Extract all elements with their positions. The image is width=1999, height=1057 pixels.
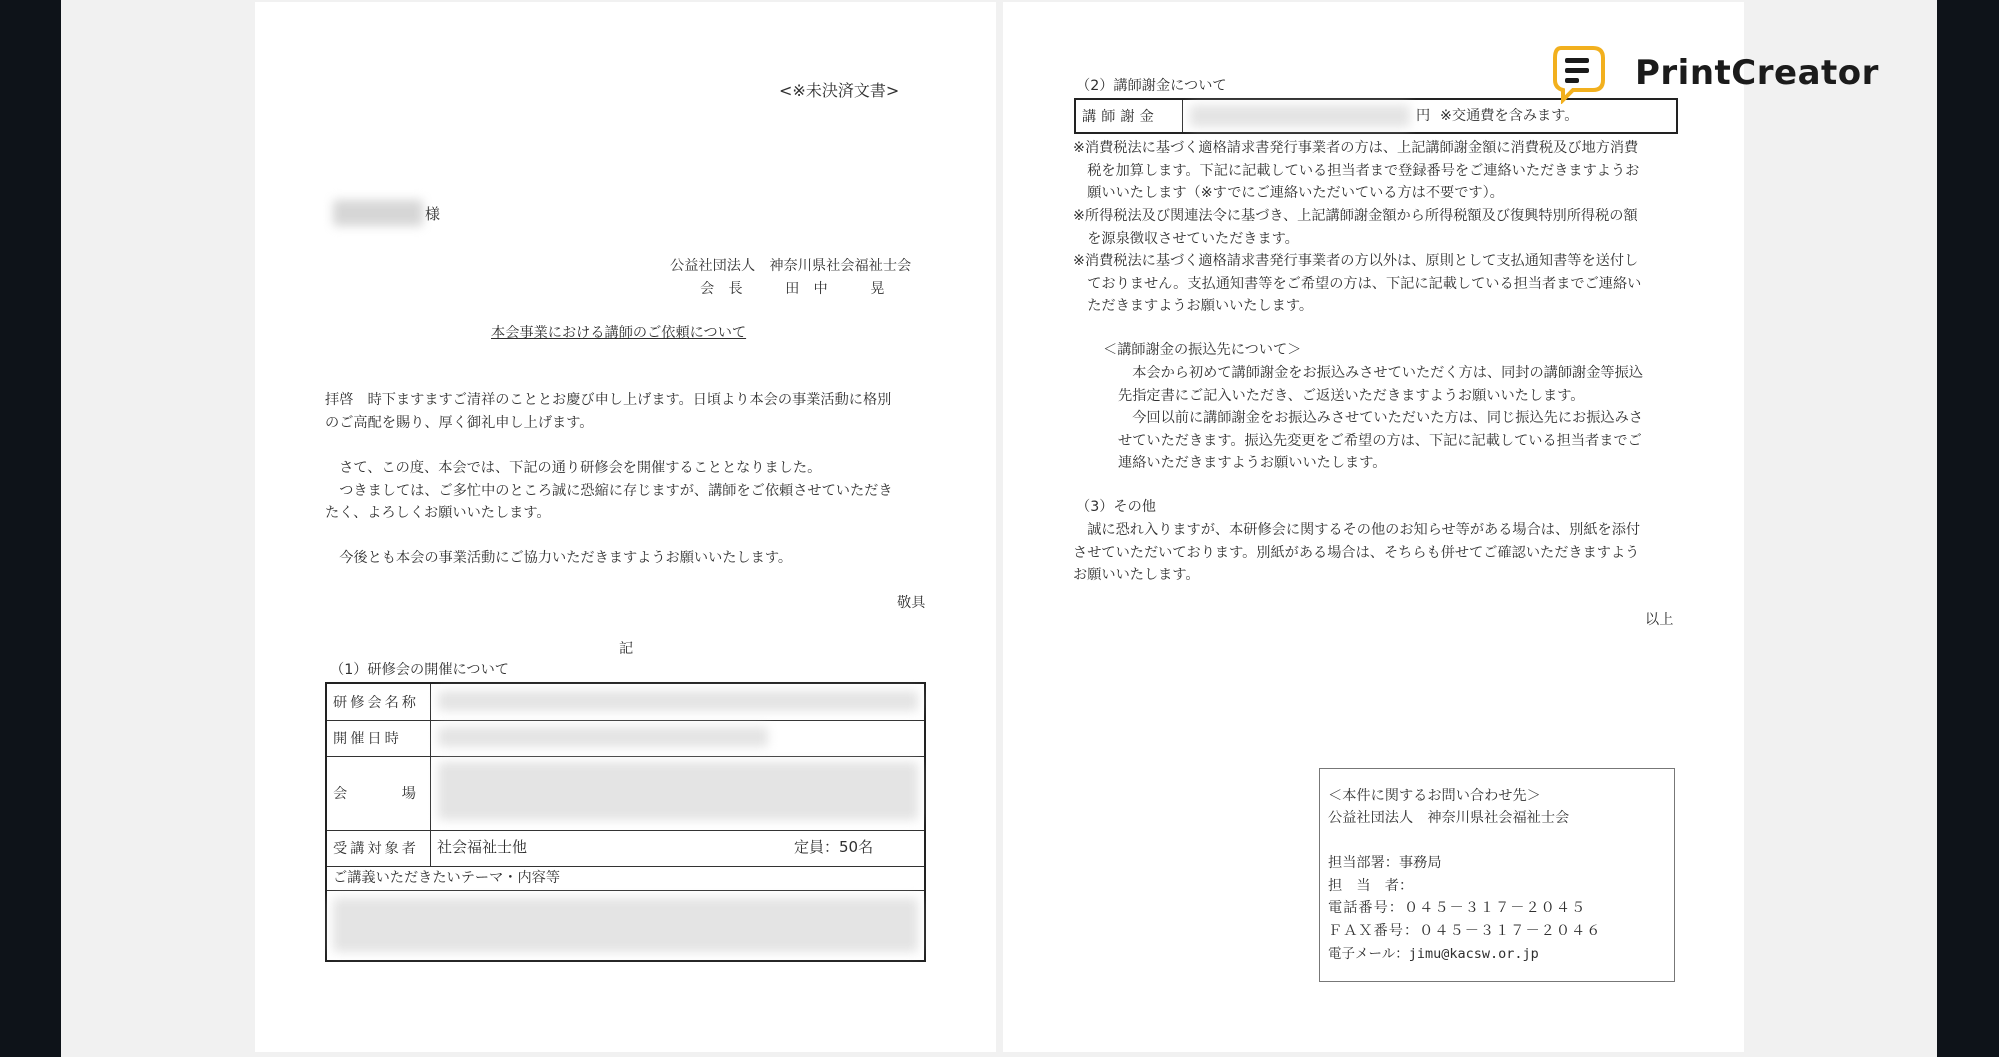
sender-president: 会 長 田 中 晃 — [700, 281, 885, 297]
other-paragraph: 誠に恐れ入りますが、本研修会に関するその他のお知らせ等がある場合は、別紙を添付 させていただいております。別紙がある場合は、そちらも併せてご確認いただきますよう お願いいたします。 — [1073, 522, 1641, 583]
redacted-recipient-name — [333, 200, 423, 226]
end-mark: 以上 — [1645, 612, 1674, 628]
transfer-paragraph-first: 本会から初めて講師謝金をお振込みさせていただく方は、同封の講師謝金等振込 先指定書にご記入いただき、ご返送いただきますようお願いいたします。 — [1118, 365, 1643, 404]
contact-organization: 公益社団法人 神奈川県社会福祉士会 — [1328, 810, 1570, 826]
sender-organization: 公益社団法人 神奈川県社会福祉士会 — [670, 258, 912, 274]
table-row-theme-header — [327, 866, 924, 891]
venue-value — [432, 756, 924, 830]
document-page-2 — [1003, 2, 1744, 1052]
contact-fax: ＦＡＸ番号：０４５－３１７－２０４６ — [1328, 923, 1602, 939]
section1-heading: （1）研修会の開催について — [330, 662, 509, 678]
table-row-target — [327, 830, 924, 867]
transfer-heading: ＜講師謝金の振込先について＞ — [1103, 342, 1302, 358]
closing-keigu: 敬具 — [897, 595, 926, 611]
contact-heading: ＜本件に関するお問い合わせ先＞ — [1328, 788, 1541, 804]
contact-department: 担当部署：事務局 — [1328, 855, 1442, 871]
date-label: 開催日時 — [327, 720, 431, 756]
redacted-date — [438, 727, 768, 747]
contact-email: 電子メール：jimu@kacsw.or.jp — [1328, 946, 1539, 962]
date-value — [432, 720, 924, 756]
redacted-theme-content — [333, 898, 918, 952]
redacted-venue — [438, 762, 918, 820]
contact-box — [1319, 768, 1675, 982]
document-subject: 本会事業における講師のご依頼について — [491, 325, 747, 341]
printcreator-logo — [1551, 46, 1881, 104]
table-row-date — [327, 720, 924, 757]
body-paragraph-closing: 今後とも本会の事業活動にご協力いただきますようお願いいたします。 — [325, 550, 793, 566]
table-row-venue — [327, 756, 924, 831]
body-paragraph-greeting: 拝啓 時下ますますご清祥のこととお慶び申し上げます。日頃より本会の事業活動に格別 のご高配を賜り、厚く御礼申し上げます。 — [325, 392, 892, 431]
target-value: 社会福祉士他 — [437, 838, 528, 856]
note-income-tax: ※所得税法及び関連法令に基づき、上記講師謝金額から所得税額及び復興特別所得税の額 を源泉徴収させていただきます。 — [1073, 208, 1638, 247]
transfer-paragraph-previous: 今回以前に講師謝金をお振込みさせていただいた方は、同じ振込先にお振込みさ せていただきます。振込先変更をご希望の方は、下記に記載している担当者までご 連絡いただきますようお願いいたします。 — [1118, 410, 1643, 471]
seminar-details-table — [325, 682, 926, 962]
table-row-seminar-name — [327, 684, 924, 721]
seminar-name-label: 研修会名称 — [327, 684, 431, 720]
venue-label: 会 場 — [327, 756, 431, 830]
note-consumption-tax: ※消費税法に基づく適格請求書発行事業者の方は、上記講師謝金額に消費税及び地方消費 税を加算します。下記に記載している担当者まで登録番号をご連絡いただきますようお 願いいたします（※すでにご連絡いただいている方は不要です）。 — [1073, 140, 1640, 201]
contact-person: 担 当 者： — [1328, 878, 1414, 894]
target-label: 受講対象者 — [327, 830, 431, 866]
printcreator-logo-icon — [1551, 46, 1607, 104]
redacted-honorarium-amount — [1190, 105, 1410, 127]
body-paragraph-request: さて、この度、本会では、下記の通り研修会を開催することとなりました。 つきましては、ご多忙中のところ誠に恐縮に存じますが、講師をご依頼させていただき たく、よろしくお願いいたします。 — [325, 460, 893, 521]
honorarium-note: ※交通費を含みます。 — [1440, 108, 1579, 124]
redacted-seminar-name — [438, 691, 918, 711]
table-row-theme-content — [327, 890, 924, 962]
ki-heading: 記 — [619, 641, 634, 657]
seminar-name-value — [432, 684, 924, 720]
section3-heading: （3）その他 — [1076, 499, 1156, 515]
document-page-1 — [255, 2, 996, 1052]
capacity-value: 定員：50名 — [794, 838, 874, 856]
honorarium-unit: 円 — [1416, 108, 1431, 124]
recipient-suffix: 様 — [425, 205, 441, 223]
section2-heading: （2）講師謝金について — [1076, 78, 1227, 94]
target-value-cell — [432, 830, 924, 866]
contact-phone: 電話番号：０４５－３１７－２０４５ — [1328, 900, 1587, 916]
theme-label: ご講義いただきたいテーマ・内容等 — [333, 870, 561, 886]
note-payment-notice: ※消費税法に基づく適格請求書発行事業者の方以外は、原則として支払通知書等を送付し ておりません。支払通知書等をご希望の方は、下記に記載している担当者までご連絡い ただきますようお願いいたします。 — [1073, 253, 1642, 314]
honorarium-label: 講師謝金 — [1076, 100, 1183, 132]
printcreator-logo-text: PrintCreator — [1635, 53, 1879, 93]
document-status-label: <※未決済文書> — [779, 81, 900, 100]
